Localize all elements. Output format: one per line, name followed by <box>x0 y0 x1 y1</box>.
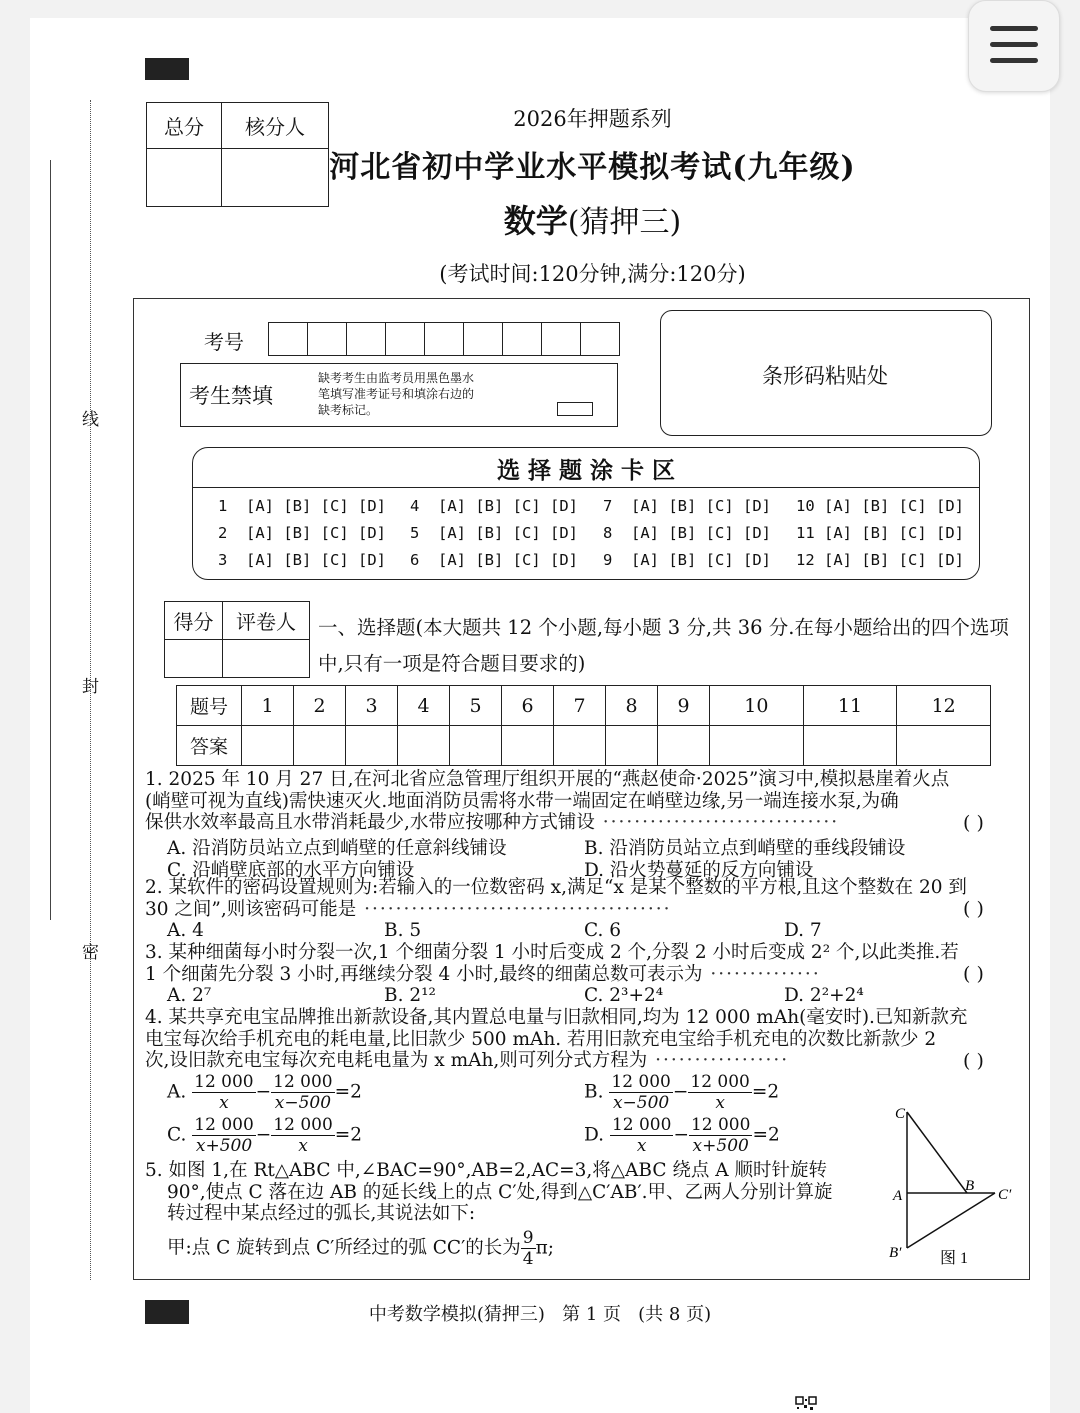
answer-table-number: 3 <box>346 686 398 726</box>
absent-label: 考生禁填 <box>189 384 273 408</box>
choice-card-title: 选 择 题 涂 卡 区 <box>496 457 676 484</box>
section-score-table <box>164 601 310 678</box>
question-3-stem: 3. 某种细菌每小时分裂一次,1 个细菌分裂 1 小时后变成 2 个,分裂 2 小时后变成 2² 个,以此类推.若 1 个细菌先分裂 3 小时,再继续分裂 4 小时,最终的细菌总数可表示为 ·············· <box>145 942 959 985</box>
choice-item[interactable]: 3 [A] [B] [C] [D] <box>218 551 386 569</box>
question-2-option-c: C. 6 <box>584 920 622 941</box>
answer-table-number: 9 <box>658 686 710 726</box>
answer-cell[interactable] <box>897 726 991 766</box>
exam-title: 河北省初中学业水平模拟考试(九年级) <box>329 150 856 185</box>
figure-label-c: C <box>895 1106 906 1122</box>
question-2-option-d: D. 7 <box>784 920 822 941</box>
question-3-option-b: B. 2¹² <box>384 985 436 1006</box>
question-5-jia-statement: 甲:点 C 旋转到点 C′所经过的弧 CC′的长为 $\frac{9}{4}$ π; <box>167 1228 555 1269</box>
choice-item[interactable]: 1 [A] [B] [C] [D] <box>218 497 386 515</box>
answer-cell[interactable] <box>242 726 294 766</box>
answer-cell[interactable] <box>502 726 554 766</box>
question-4-answer-blank[interactable]: ( ) <box>963 1050 984 1072</box>
exam-number-boxes[interactable] <box>268 322 620 356</box>
answer-table-number: 12 <box>897 686 991 726</box>
answer-cell[interactable] <box>803 726 897 766</box>
absent-note: 缺考考生由监考员用黑色墨水 笔填写准考证号和填涂右边的 缺考标记。 <box>318 371 475 417</box>
answer-table-number-label: 题号 <box>177 686 242 726</box>
page-footer: 中考数学模拟(猜押三) 第 1 页 (共 8 页) <box>368 1304 712 1325</box>
question-4-option-a: A. $\frac{12 000}{x}$ − $\frac{12 000}{x-500}$ =2 <box>167 1072 362 1113</box>
choice-item[interactable]: 5 [A] [B] [C] [D] <box>410 524 578 542</box>
qr-code-icon <box>795 1396 817 1413</box>
section-grader-label: 评卷人 <box>223 602 310 640</box>
question-3-option-c: C. 2³+2⁴ <box>584 985 664 1006</box>
choice-item[interactable]: 10 [A] [B] [C] [D] <box>796 497 964 515</box>
question-1-option-a: A. 沿消防员站立点到峭壁的任意斜线铺设 <box>167 838 507 859</box>
question-1-option-d: D. 沿火势蔓延的反方向铺设 <box>584 860 814 881</box>
figure-label-c-prime: C′ <box>998 1187 1012 1203</box>
subject-subtitle: (猜押三) <box>567 205 682 240</box>
answer-table-number: 10 <box>710 686 804 726</box>
choice-item[interactable]: 12 [A] [B] [C] [D] <box>796 551 964 569</box>
choice-item[interactable]: 8 [A] [B] [C] [D] <box>603 524 771 542</box>
question-2-option-b: B. 5 <box>384 920 422 941</box>
section-grader-cell[interactable] <box>223 640 310 678</box>
binding-char-secret: 密 <box>82 943 99 963</box>
answer-table-number: 8 <box>606 686 658 726</box>
question-4-stem: 4. 某共享充电宝品牌推出新款设备,其内置总电量与旧款相同,均为 12 000 mAh(毫安时).已知新款充 电宝每次给手机充电的耗电量,比旧款少 500 mAh. 若用旧款充电宝给手机充电的次数比新款少 2 次,设旧款充电宝每次充电耗电量为 x mAh,则可列分式方程为 ················· <box>145 1007 968 1071</box>
menu-button[interactable] <box>968 0 1060 92</box>
question-5-stem: 5. 如图 1,在 Rt△ABC 中,∠BAC=90°,AB=2,AC=3,将△ABC 绕点 A 顺时针旋转 90°,使点 C 落在边 AB 的延长线上的点 C′处,得到△C′AB′.甲、乙两人分别计算旋 转过程中某点经过的弧长,其说法如下: <box>145 1160 833 1224</box>
question-3-answer-blank[interactable]: ( ) <box>963 963 984 985</box>
checker-label: 核分人 <box>222 103 329 149</box>
section-score-label: 得分 <box>165 602 223 640</box>
figure-1-triangle <box>885 1100 1025 1275</box>
binding-char-line: 线 <box>82 410 99 430</box>
exam-series: 2026年押题系列 <box>513 107 672 131</box>
question-2-option-a: A. 4 <box>167 920 204 941</box>
question-4-option-b: B. $\frac{12 000}{x-500}$ − $\frac{12 000}{x}$ =2 <box>584 1072 780 1113</box>
exam-number-label: 考号 <box>204 330 244 354</box>
answer-table-number: 7 <box>554 686 606 726</box>
total-score-label: 总分 <box>147 103 222 149</box>
answer-cell[interactable] <box>450 726 502 766</box>
question-1-answer-blank[interactable]: ( ) <box>963 812 984 834</box>
barcode-label: 条形码粘贴处 <box>762 364 888 388</box>
answer-table-number: 4 <box>398 686 450 726</box>
question-1-stem: 1. 2025 年 10 月 27 日,在河北省应急管理厅组织开展的“燕赵使命·2025”演习中,模拟悬崖着火点 (峭壁可视为直线)需快速灭火.地面消防员需将水带一端固定在峭壁边缘,另一端连接水泵,为确 保供水效率最高且水带消耗最少,水带应按哪种方式铺设 ······························ <box>145 769 950 833</box>
figure-caption: 图 1 <box>940 1250 969 1267</box>
figure-label-b: B <box>965 1178 975 1194</box>
answer-cell[interactable] <box>710 726 804 766</box>
answer-table-number: 6 <box>502 686 554 726</box>
question-1-option-c: C. 沿峭壁底部的水平方向铺设 <box>167 860 415 881</box>
question-3-option-a: A. 2⁷ <box>167 985 212 1006</box>
choice-item[interactable]: 11 [A] [B] [C] [D] <box>796 524 964 542</box>
question-3-option-d: D. 2²+2⁴ <box>784 985 864 1006</box>
subject-name: 数学 <box>503 202 568 240</box>
choice-item[interactable]: 4 [A] [B] [C] [D] <box>410 497 578 515</box>
answer-table-number: 2 <box>294 686 346 726</box>
binding-char-seal: 封 <box>82 677 99 697</box>
choice-item[interactable]: 6 [A] [B] [C] [D] <box>410 551 578 569</box>
absent-mark-box[interactable] <box>557 402 593 416</box>
question-2-stem: 2. 某软件的密码设置规则为:若输入的一位数密码 x,满足“x 是某个整数的平方根,且这个整数在 20 到 30 之间”,则该密码可能是 ······································· <box>145 877 967 920</box>
answer-table <box>176 685 991 766</box>
answer-cell[interactable] <box>554 726 606 766</box>
answer-cell[interactable] <box>658 726 710 766</box>
answer-cell[interactable] <box>346 726 398 766</box>
answer-table-number: 11 <box>803 686 897 726</box>
section-heading: 一、选择题(本大题共 12 个小题,每小题 3 分,共 36 分.在每小题给出的四个选项 中,只有一项是符合题目要求的) <box>318 616 1009 675</box>
answer-table-answer-label: 答案 <box>177 726 242 766</box>
figure-label-b-prime: B′ <box>889 1245 902 1261</box>
question-1-option-b: B. 沿消防员站立点到峭壁的垂线段铺设 <box>584 838 906 859</box>
answer-table-number: 1 <box>242 686 294 726</box>
choice-card-divider <box>192 487 980 488</box>
exam-subject <box>0 196 1080 242</box>
answer-cell[interactable] <box>398 726 450 766</box>
choice-item[interactable]: 9 [A] [B] [C] [D] <box>603 551 771 569</box>
figure-label-a: A <box>893 1188 903 1204</box>
choice-item[interactable]: 2 [A] [B] [C] [D] <box>218 524 386 542</box>
choice-item[interactable]: 7 [A] [B] [C] [D] <box>603 497 771 515</box>
registration-mark-top <box>145 58 189 80</box>
question-4-option-d: D. $\frac{12 000}{x}$ − $\frac{12 000}{x+500}$ =2 <box>584 1115 780 1156</box>
section-score-cell[interactable] <box>165 640 223 678</box>
answer-table-number: 5 <box>450 686 502 726</box>
answer-cell[interactable] <box>606 726 658 766</box>
question-4-option-c: C. $\frac{12 000}{x+500}$ − $\frac{12 000}{x}$ =2 <box>167 1115 363 1156</box>
answer-cell[interactable] <box>294 726 346 766</box>
exam-info: (考试时间:120分钟,满分:120分) <box>439 262 746 286</box>
question-2-answer-blank[interactable]: ( ) <box>963 898 984 920</box>
